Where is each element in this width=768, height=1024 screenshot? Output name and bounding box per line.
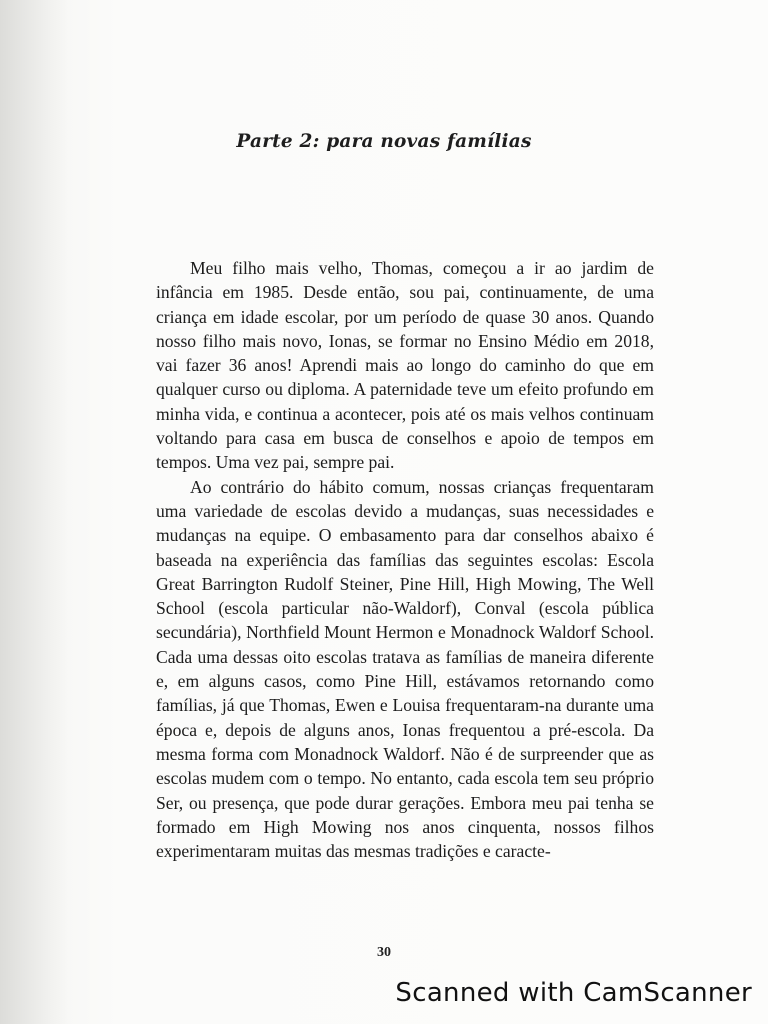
chapter-title: Parte 2: para novas famílias xyxy=(236,131,532,152)
paragraph-2: Ao contrário do hábito comum, nossas crianças frequentaram uma variedade de escolas devido a mudanças, suas necessidades e mudanças na equipe. O embasamento para dar conselhos abaixo é baseada na experiência das famílias das seguintes escolas: Escola Great Barrington Rudolf Steiner, Pine Hill, High Mowing, The Well School (escola particular não-Waldorf), Conval (escola pública secundária), Northfield Mount Hermon e Monadnock Waldorf School. Cada uma dessas oito escolas tratava as famílias de maneira diferente e, em alguns casos, como Pine Hill, estávamos retornando como famílias, já que Thomas, Ewen e Louisa frequentaram-na durante uma época e, depois de alguns anos, Ionas frequentou a pré-escola. Da mesma forma com Monadnock Waldorf. Não é de surpreender que as escolas mudem com o tempo. No entanto, cada escola tem seu próprio Ser, ou presença, que pode durar gerações. Embora meu pai tenha se formado em High Mowing nos anos cinquenta, nossos filhos experimentaram muitas das mesmas tradições e caracte- xyxy=(156,476,654,862)
body-text xyxy=(156,256,654,863)
paragraph-1: Meu filho mais velho, Thomas, começou a ir ao jardim de infância em 1985. Desde então, sou pai, continuamente, de uma criança em idade escolar, por um período de quase 30 anos. Quando nosso filho mais novo, Ionas, se formar no Ensino Médio em 2018, vai fazer 36 anos! Aprendi mais ao longo do caminho do que em qualquer curso ou diploma. A paternidade teve um efeito profundo em minha vida, e continua a acontecer, pois até os mais velhos continuam voltando para casa em busca de conselhos e apoio de tempos em tempos. Uma vez pai, sempre pai. xyxy=(156,258,654,473)
camscanner-watermark: Scanned with CamScanner xyxy=(395,978,752,1008)
page-gutter-shadow xyxy=(0,0,70,1024)
page-number: 30 xyxy=(377,945,391,960)
